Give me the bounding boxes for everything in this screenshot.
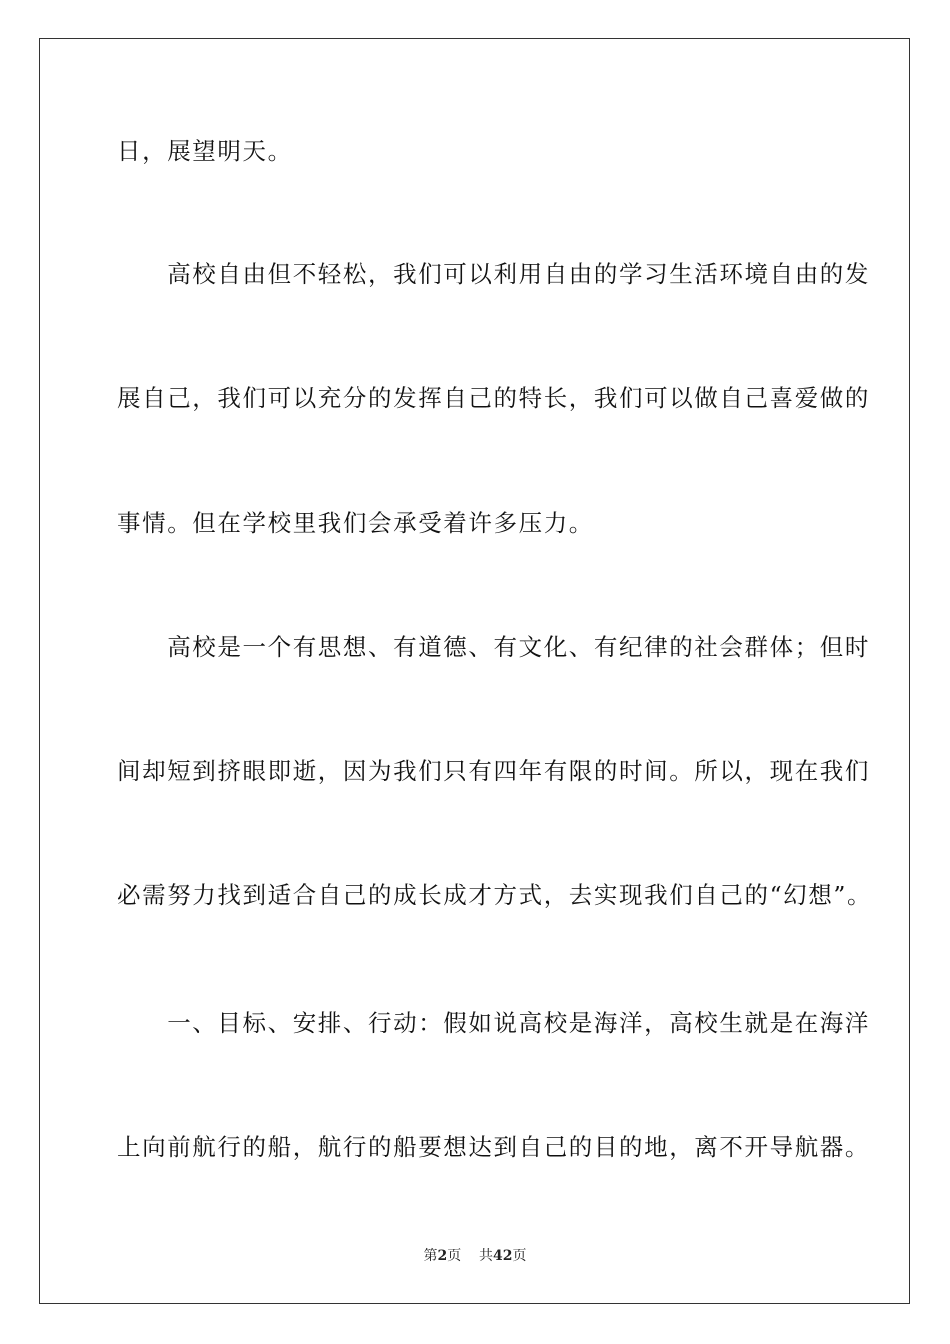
footer-total-suffix: 页 xyxy=(512,1248,527,1264)
text-line-8: 一、目标、安排、行动：假如说高校是海洋，高校生就是在海洋 xyxy=(117,1009,870,1037)
footer-page-prefix: 第 xyxy=(423,1248,438,1264)
page-border xyxy=(39,38,910,1304)
footer-total-pages: 42 xyxy=(493,1248,513,1264)
text-line-4: 事情。但在学校里我们会承受着许多压力。 xyxy=(117,509,594,537)
text-line-6: 间却短到挤眼即逝，因为我们只有四年有限的时间。所以，现在我们 xyxy=(117,757,870,785)
text-line-5: 高校是一个有思想、有道德、有文化、有纪律的社会群体；但时 xyxy=(117,633,870,661)
footer-page-suffix: 页 xyxy=(447,1248,462,1264)
text-line-9: 上向前航行的船，航行的船要想达到自己的目的地，离不开导航器。 xyxy=(117,1133,870,1161)
footer-total-prefix: 共 xyxy=(479,1248,494,1264)
text-line-7: 必需努力找到适合自己的成长成才方式，去实现我们自己的“幻想”。 xyxy=(117,881,873,909)
footer-page-number: 2 xyxy=(437,1248,448,1264)
text-line-1: 日，展望明天。 xyxy=(117,137,293,165)
text-line-3: 展自己，我们可以充分的发挥自己的特长，我们可以做自己喜爱做的 xyxy=(117,384,870,412)
page-footer xyxy=(0,1246,950,1266)
text-line-2: 高校自由但不轻松，我们可以利用自由的学习生活环境自由的发 xyxy=(117,260,870,288)
